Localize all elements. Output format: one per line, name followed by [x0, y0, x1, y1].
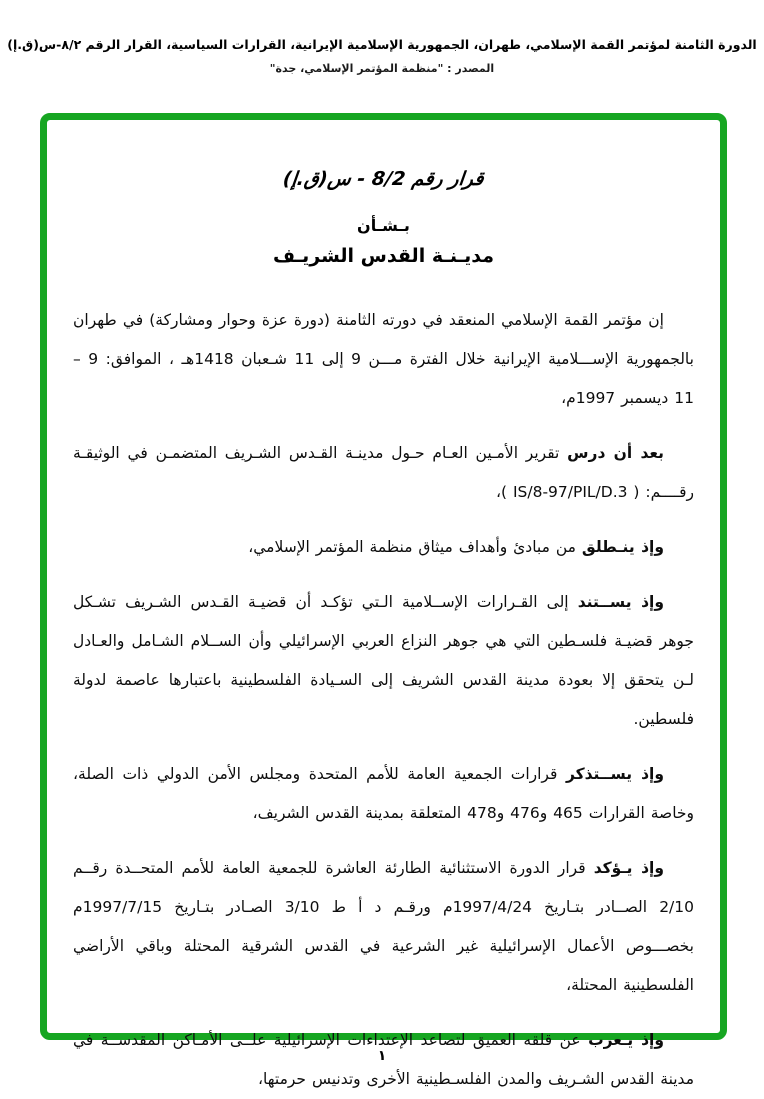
document-green-border: [40, 113, 727, 1088]
paragraph-having-studied: [73, 434, 694, 512]
paragraph-lead: وإذ يـعرب: [588, 1031, 664, 1049]
paragraph-text: من مبادئ وأهداف ميثاق منظمة المؤتمر الإسلامي،: [248, 538, 582, 556]
header-source-line: المصدر : "منظمة المؤتمر الإسلامي، جدة": [269, 61, 495, 75]
header-citation-line: الدورة الثامنة لمؤتمر القمة الإسلامي، طهران، الجمهورية الإسلامية الإيرانية، القرارات السياسية، القرار الرقم ٨/٢-س(ق.إ): [7, 37, 757, 52]
paragraph-affirming: [73, 849, 694, 1005]
paragraph-proceeding-from: [73, 528, 694, 567]
paragraph-lead: بعد أن درس: [567, 444, 664, 462]
paragraph-based-on: [73, 583, 694, 739]
title-concerning: بـشـأن: [357, 216, 410, 235]
paragraph-lead: وإذ ينـطلق: [581, 538, 664, 556]
paragraph-text: تقرير الأمـين العـام حـول مدينـة القـدس الشـريف المتضمـن في الوثيقـة رقــــم: ( IS/8-97/PIL/D.3 )،: [73, 444, 694, 501]
paragraph-text: قرارات الجمعية العامة للأمم المتحدة ومجلس الأمن الدولي ذات الصلة، وخاصة القرارات 465 و476 و478 المتعلقة بمدينة القدس الشريف،: [73, 765, 694, 822]
document-title-block: [73, 168, 694, 267]
paragraph-preamble: [73, 301, 694, 418]
paragraph-lead: وإذ يـؤكد: [593, 859, 664, 877]
paragraph-text: عن قلقه العميق لتصاعد الإعتداءات الإسرائيلية علــى الأمـاكن المقدســة في مدينة القدس الشـريف والمدن الفلسـطينية الأخرى وتدنيس حرمتها،: [73, 1031, 694, 1088]
paragraph-text: قرار الدورة الاستثنائية الطارئة العاشرة للجمعية العامة للأمم المتحــدة رقــم 2/10 الصــادر بتـاريخ 1997/4/24م ورقـم د أ ط 3/10 الصـادر بتـاريخ 1997/7/15م بخصـــوص الأعمال الإسرائيلية غير الشرعية في القدس الشرقية المحتلة وباقي الأراضي الفلسطينية المحتلة،: [73, 859, 694, 994]
paragraph-lead: وإذ يســتذكر: [565, 765, 664, 783]
paragraph-recalling: [73, 755, 694, 833]
page-number: ١: [377, 1048, 387, 1064]
document-body: [47, 120, 720, 1099]
paragraph-text: إن مؤتمر القمة الإسلامي المنعقد في دورته الثامنة (دورة عزة وحوار ومشاركة) في طهران بالجمهورية الإســـلامية الإيرانية خلال الفترة مـــن 9 إلى 11 شـعبان 1418هـ ، الموافق: 9 – 11 ديسمبر 1997م،: [73, 311, 694, 407]
page-header: [0, 0, 764, 77]
resolution-number-title: قرار رقم 8/2 - س(ق.إ): [282, 168, 485, 190]
paragraph-text: إلى القـرارات الإســلامية الـتي تؤكـد أن قضيـة القـدس الشـريف تشـكل جوهر قضيـة فلسـطين التي هي جوهر النزاع العربي الإسرائيلي وأن الســلام الشـامل والعـادل لـن يتحقق إلا بعودة مدينة القدس الشريف إلى السـيادة الفلسطينية باعتبارها عاصمة لدولة فلسطين.: [73, 593, 694, 728]
paragraph-lead: وإذ يســتند: [577, 593, 664, 611]
paragraphs-container: [73, 301, 694, 1099]
title-subject: مديـنـة القدس الشريـف: [273, 245, 494, 267]
